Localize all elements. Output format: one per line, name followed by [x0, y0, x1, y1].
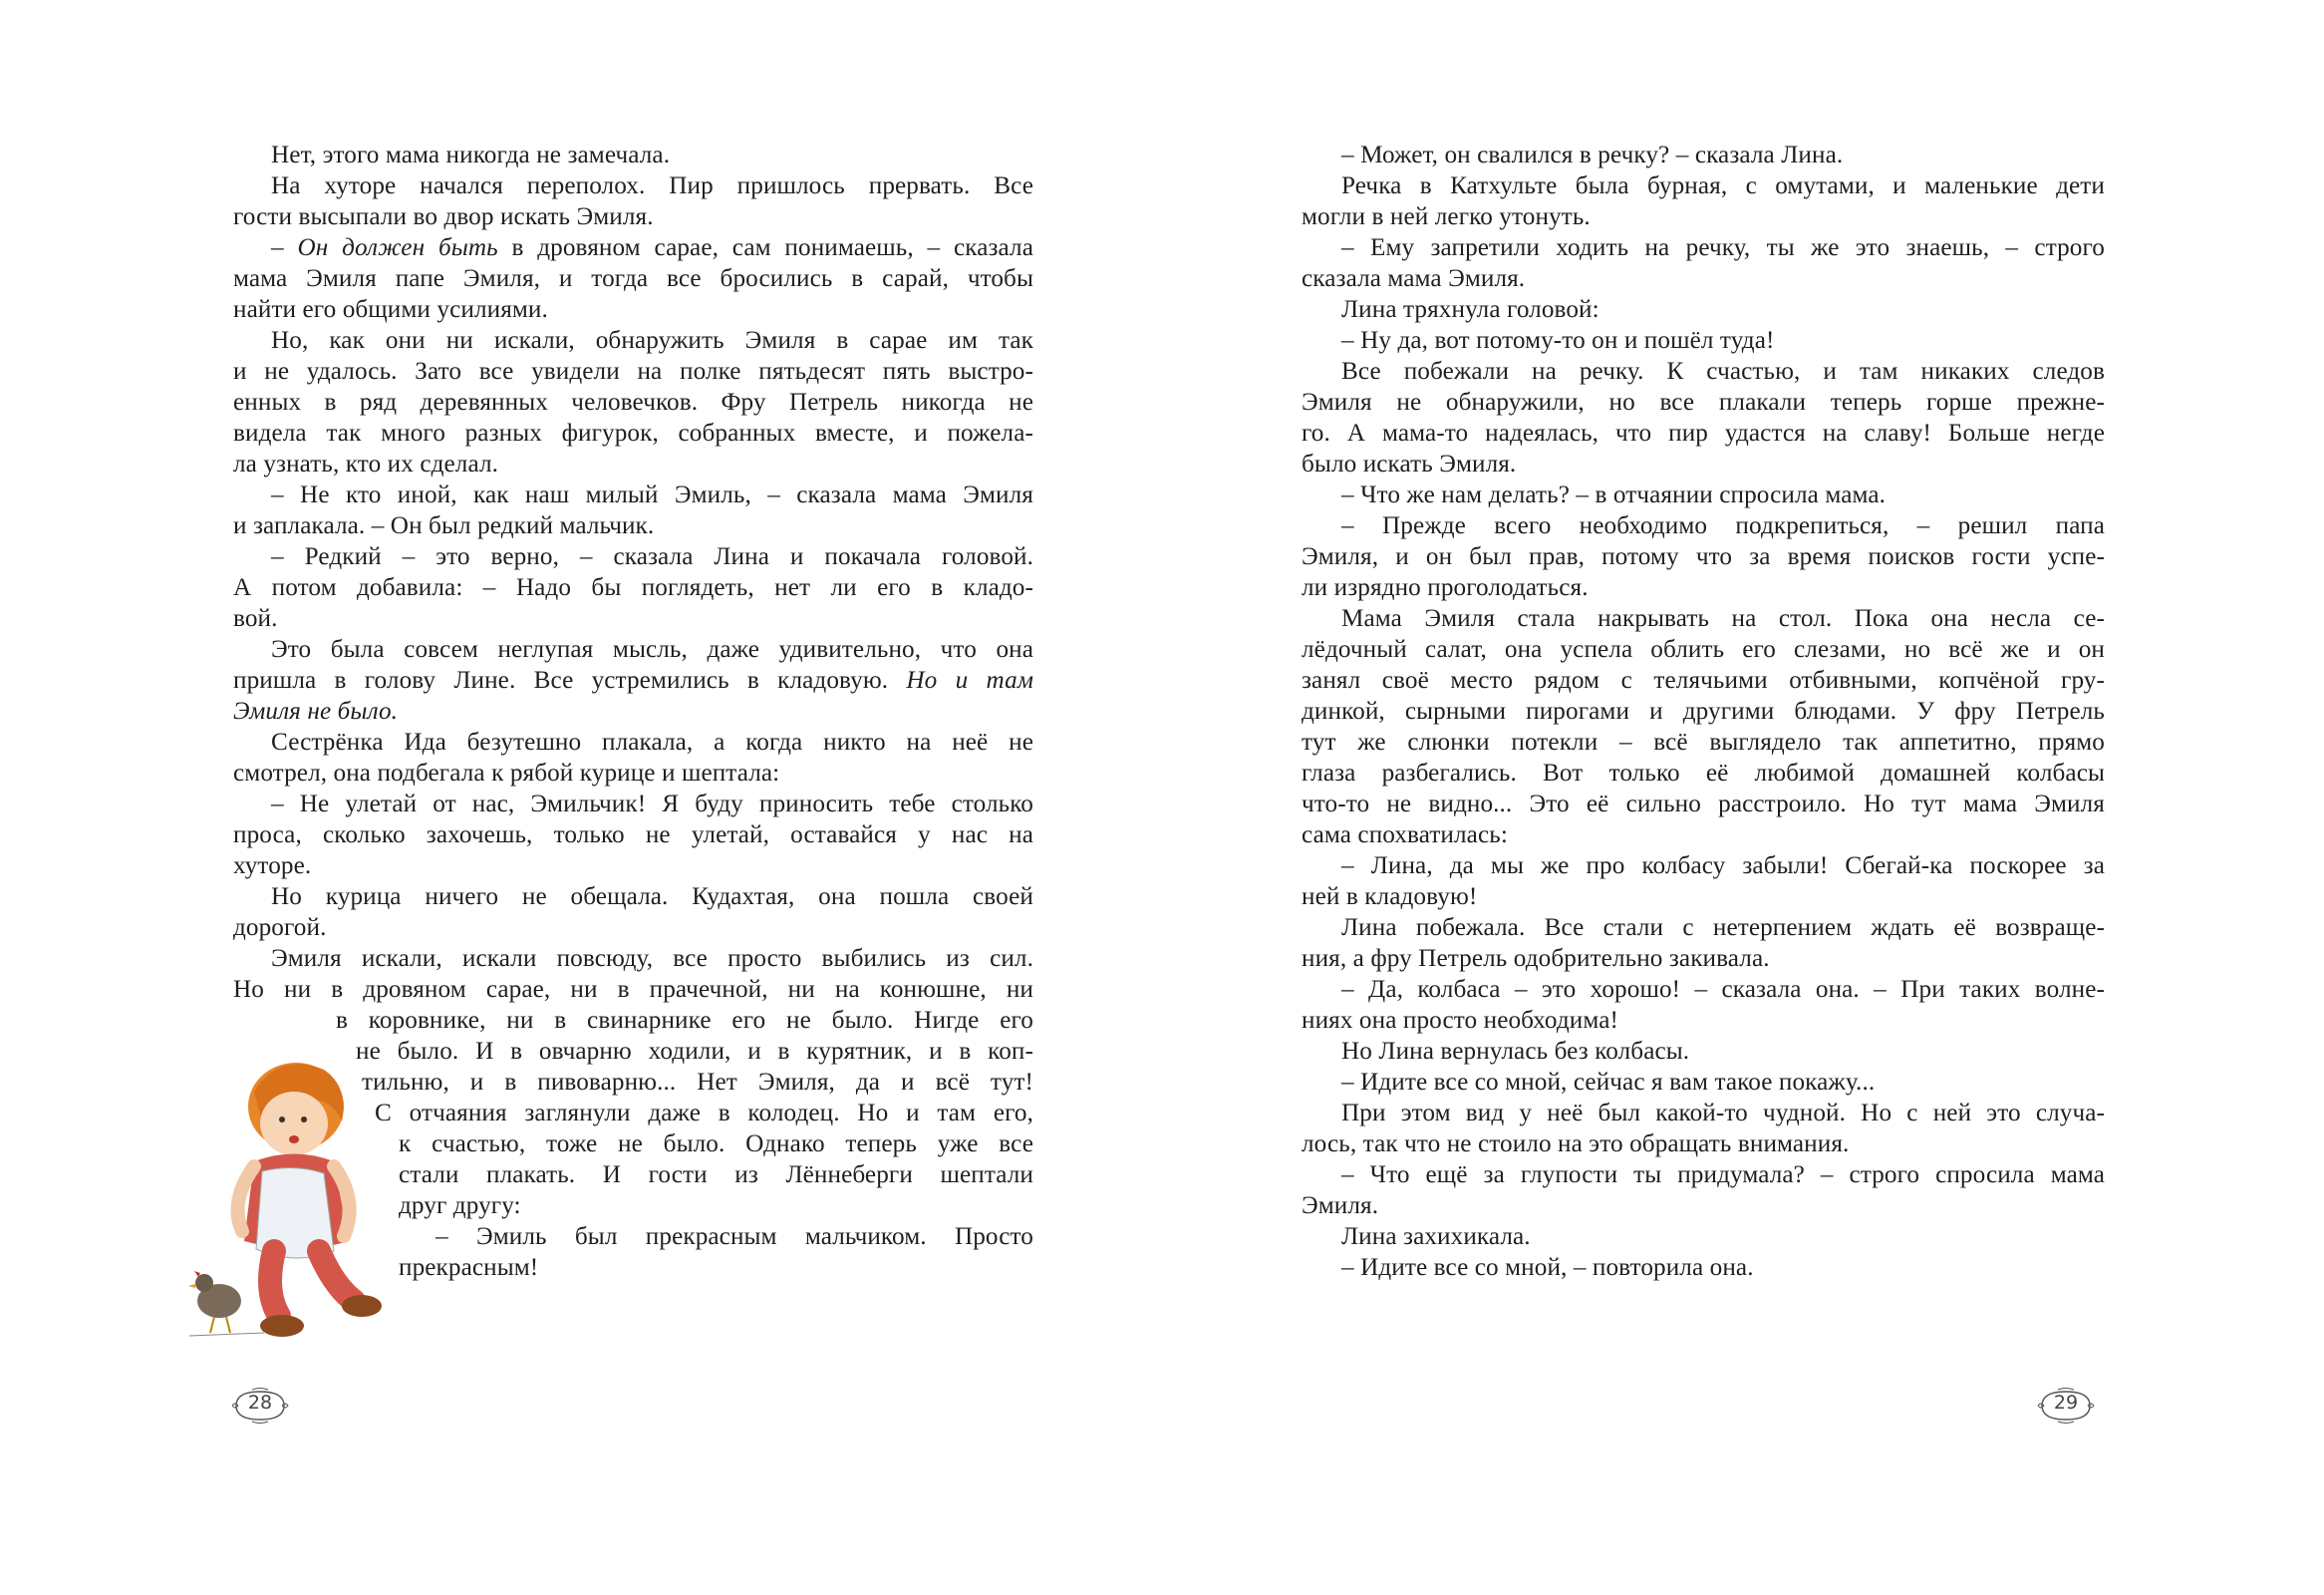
text-span: найти его общими усилиями. — [233, 296, 548, 323]
text-span: сама спохватилась: — [1302, 821, 1508, 848]
text-line — [362, 1067, 1033, 1098]
text-line — [1302, 727, 2105, 758]
text-line — [233, 201, 654, 232]
text-span: сказала мама Эмиля. — [1302, 265, 1526, 292]
text-line — [1302, 1128, 1849, 1159]
text-span: – Редкий – это верно, – сказала Лина и покачала головой. — [271, 543, 1033, 570]
text-span: глаза разбегались. Вот только её любимой домашней колбасы — [1302, 760, 2105, 787]
text-span: вой. — [233, 605, 278, 632]
text-line — [233, 974, 1033, 1005]
text-line — [1341, 140, 1843, 170]
text-span: – Идите все со мной, сейчас я вам такое покажу... — [1341, 1069, 1876, 1096]
text-line — [1302, 881, 1477, 912]
text-line — [1341, 1221, 1531, 1252]
text-span: тут же слюнки потекли – всё выглядело так аппетитно, прямо — [1302, 729, 2105, 756]
text-span: – Может, он свалился в речку? – сказала Лина. — [1341, 142, 1844, 168]
text-line — [1341, 479, 1886, 510]
text-line — [233, 819, 1033, 850]
text-line — [1341, 912, 2105, 943]
text-line — [1341, 1098, 2105, 1128]
text-span: хуторе. — [233, 852, 312, 879]
text-line — [271, 170, 1033, 201]
text-line — [271, 789, 1033, 819]
text-line — [1341, 1159, 2105, 1190]
text-line — [1341, 294, 1599, 325]
text-span: – Прежде всего необходимо подкрепиться, – решил папа — [1341, 512, 2105, 539]
text-line — [233, 449, 498, 479]
text-line — [1341, 325, 1774, 356]
text-span: Лина тряхнула головой: — [1341, 296, 1599, 323]
text-span: го. А мама-то надеялась, что пир удастся на славу! Больше негде — [1302, 420, 2105, 447]
text-line — [233, 263, 1033, 294]
text-span: Но и там — [906, 667, 1033, 694]
text-span: енных в ряд деревянных человечков. Фру Петрель никогда не — [233, 389, 1033, 416]
text-line — [375, 1098, 1033, 1128]
text-span: ли изрядно проголодаться. — [1302, 574, 1589, 601]
text-line — [233, 418, 1033, 449]
text-span: ния, а фру Петрель одобрительно закивала. — [1302, 945, 1770, 972]
text-span: тильню, и в пивоварню... Нет Эмиля, да и всё тут! — [362, 1069, 1033, 1096]
text-line — [271, 727, 1033, 758]
text-span: – Ему запретили ходить на речку, ты же это знаешь, – строго — [1341, 234, 2105, 261]
text-span: С отчаяния заглянули даже в колодец. Но и там его, — [375, 1100, 1033, 1126]
text-span: Эмиля. — [1302, 1192, 1379, 1219]
text-line — [271, 479, 1033, 510]
text-line — [233, 510, 654, 541]
text-span: – Идите все со мной, – повторила она. — [1341, 1254, 1754, 1281]
text-span: пришла в голову Лине. Все устремились в кладовую. — [233, 667, 907, 694]
text-span: А потом добавила: – Надо бы поглядеть, нет ли его в кладо- — [233, 574, 1033, 601]
text-span: Эмиля, и он был прав, потому что за время поисков гости успе- — [1302, 543, 2105, 570]
text-line — [233, 387, 1033, 418]
text-line — [399, 1159, 1033, 1190]
text-span: – — [271, 234, 298, 261]
text-span: – Ну да, вот потому-то он и пошёл туда! — [1341, 327, 1775, 354]
text-span: ниях она просто необходима! — [1302, 1007, 1618, 1034]
text-span: – Не кто иной, как наш милый Эмиль, – сказала мама Эмиля — [271, 481, 1033, 508]
text-span: При этом вид у неё был какой-то чудной. Но с ней это случа- — [1341, 1100, 2105, 1126]
text-span: лёдочный салат, она успела облить его слезами, но всё же и он — [1302, 636, 2105, 663]
text-span: проса, сколько захочешь, только не улетай, оставайся у нас на — [233, 821, 1033, 848]
text-span: – Да, колбаса – это хорошо! – сказала она. – При таких волне- — [1341, 976, 2105, 1003]
text-line — [436, 1221, 1033, 1252]
text-span: видела так много разных фигурок, собранных вместе, и пожела- — [233, 420, 1033, 447]
text-line — [1302, 1005, 1618, 1036]
text-line — [233, 572, 1033, 603]
text-span: Лина захихикала. — [1341, 1223, 1531, 1250]
text-span: – Что ещё за глупости ты придумала? – строго спросила мама — [1341, 1161, 2105, 1188]
text-line — [1302, 418, 2105, 449]
text-span: прекрасным! — [399, 1254, 539, 1281]
text-line — [271, 943, 1033, 974]
text-line — [1302, 943, 1770, 974]
page-number: 29 — [2053, 1392, 2079, 1414]
text-span: что-то не видно... Это её сильно расстроило. Но тут мама Эмиля — [1302, 791, 2105, 817]
text-line — [399, 1252, 538, 1283]
text-span: – Эмиль был прекрасным мальчиком. Просто — [436, 1223, 1033, 1250]
text-span: Мама Эмиля стала накрывать на стол. Пока она несла се- — [1341, 605, 2105, 632]
text-line — [1341, 170, 2105, 201]
text-span: На хуторе начался переполох. Пир пришлось прервать. Все — [271, 172, 1033, 199]
text-line — [233, 758, 779, 789]
text-span: Это была совсем неглупая мысль, даже удивительно, что она — [271, 636, 1033, 663]
page-number-badge — [230, 1388, 290, 1424]
text-line — [271, 634, 1033, 665]
text-span: Нет, этого мама никогда не замечала. — [271, 142, 671, 168]
text-span: ла узнать, кто их сделал. — [233, 451, 499, 478]
text-line — [1302, 387, 2105, 418]
text-span: Речка в Катхульте была бурная, с омутами, и маленькие дети — [1341, 172, 2105, 199]
text-line — [1302, 449, 1516, 479]
text-line — [1341, 1067, 1875, 1098]
text-line — [1341, 1036, 1689, 1067]
text-line — [1341, 510, 2105, 541]
text-span: стали плакать. И гости из Лённеберги шептали — [399, 1161, 1033, 1188]
text-line — [1302, 541, 2105, 572]
text-span: Сестрёнка Ида безутешно плакала, а когда никто на неё не — [271, 729, 1033, 756]
text-line — [1341, 1252, 1754, 1283]
text-span: в коровнике, ни в свинарнике его не было. Нигде его — [336, 1007, 1033, 1034]
text-line — [1341, 850, 2105, 881]
text-line — [271, 232, 1033, 263]
text-line — [233, 912, 326, 943]
text-line — [1341, 356, 2105, 387]
text-span: мама Эмиля папе Эмиля, и тогда все бросились в сарай, чтобы — [233, 265, 1033, 292]
text-span: Но ни в дровяном сарае, ни в прачечной, ни на конюшне, ни — [233, 976, 1033, 1003]
text-line — [271, 881, 1033, 912]
text-span: лось, так что не стоило на это обращать внимания. — [1302, 1130, 1850, 1157]
text-line — [1341, 603, 2105, 634]
boy-with-chicken-illustration — [184, 1052, 389, 1341]
text-line — [399, 1128, 1033, 1159]
text-span: к счастью, тоже не было. Однако теперь уже все — [399, 1130, 1033, 1157]
text-span: Он должен быть — [297, 234, 498, 261]
text-line — [233, 294, 548, 325]
text-line — [1341, 974, 2105, 1005]
text-line — [233, 696, 398, 727]
text-span: Лина побежала. Все стали с нетерпением ждать её возвраще- — [1341, 914, 2105, 941]
text-line — [1302, 1190, 1378, 1221]
text-line — [271, 325, 1033, 356]
text-line — [356, 1036, 1033, 1067]
text-span: Но, как они ни искали, обнаружить Эмиля в сарае им так — [271, 327, 1033, 354]
text-span: динкой, сырными пирогами и другими блюдами. У фру Петрель — [1302, 698, 2105, 725]
text-span: и не удалось. Зато все увидели на полке пятьдесят пять выстро- — [233, 358, 1033, 385]
text-span: в дровяном сарае, сам понимаешь, – сказала — [497, 234, 1033, 261]
text-span: – Что же нам делать? – в отчаянии спросила мама. — [1341, 481, 1887, 508]
text-line — [271, 140, 670, 170]
text-line — [1302, 263, 1525, 294]
text-line — [1302, 572, 1589, 603]
text-span: гости высыпали во двор искать Эмиля. — [233, 203, 654, 230]
text-line — [233, 665, 1033, 696]
text-line — [1302, 665, 2105, 696]
text-line — [1302, 696, 2105, 727]
text-span: ней в кладовую! — [1302, 883, 1478, 910]
text-span: Все побежали на речку. К счастью, и там никаких следов — [1341, 358, 2105, 385]
text-line — [233, 850, 311, 881]
text-span: друг другу: — [399, 1192, 521, 1219]
text-line — [1302, 201, 1591, 232]
text-span: и заплакала. – Он был редкий мальчик. — [233, 512, 655, 539]
page-number: 28 — [247, 1392, 273, 1414]
text-line — [336, 1005, 1033, 1036]
text-line — [1302, 634, 2105, 665]
text-line — [1341, 232, 2105, 263]
text-line — [233, 356, 1033, 387]
text-line — [1302, 758, 2105, 789]
page-number-badge — [2036, 1388, 2096, 1424]
text-span: могли в ней легко утонуть. — [1302, 203, 1591, 230]
text-line — [399, 1190, 521, 1221]
text-span: дорогой. — [233, 914, 327, 941]
text-line — [233, 603, 278, 634]
text-span: Эмиля искали, искали повсюду, все просто выбились из сил. — [271, 945, 1033, 972]
text-line — [1302, 789, 2105, 819]
right-page — [1162, 0, 2324, 1595]
text-span: Но курица ничего не обещала. Кудахтая, она пошла своей — [271, 883, 1033, 910]
text-span: не было. И в овчарню ходили, и в курятник, и в коп- — [356, 1038, 1033, 1065]
text-line — [1302, 819, 1508, 850]
text-span: – Не улетай от нас, Эмильчик! Я буду приносить тебе столько — [271, 791, 1033, 817]
text-span: – Лина, да мы же про колбасу забыли! Сбегай-ка поскорее за — [1341, 852, 2105, 879]
text-line — [271, 541, 1033, 572]
text-span: Эмиля не обнаружили, но все плакали теперь горше прежне- — [1302, 389, 2105, 416]
text-span: Но Лина вернулась без колбасы. — [1341, 1038, 1690, 1065]
text-span: занял своё место рядом с телячьими отбивными, копчёной гру- — [1302, 667, 2105, 694]
text-span: Эмиля не было. — [233, 698, 399, 725]
text-span: смотрел, она подбегала к рябой курице и шептала: — [233, 760, 780, 787]
text-span: было искать Эмиля. — [1302, 451, 1517, 478]
